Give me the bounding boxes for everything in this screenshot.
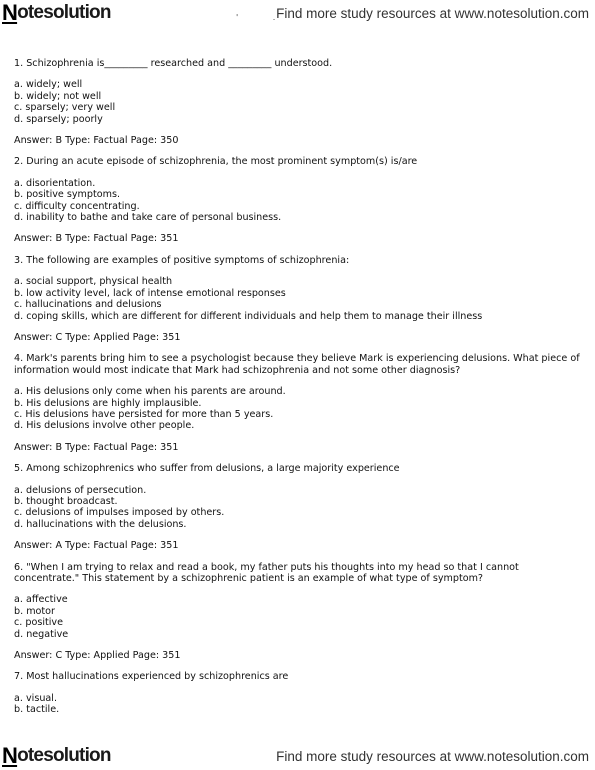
logo-text: otesolution [17,2,111,23]
answer-options [14,594,586,640]
answer-key: Answer: B Type: Factual Page: 351 [14,233,179,245]
answer-options [14,693,586,716]
answer-options [14,485,586,531]
answer-options [14,79,586,125]
answer-option: d. negative [14,628,69,640]
logo-text: otesolution [17,745,111,766]
answer-options [14,178,586,224]
question-text: 7. Most hallucinations experienced by schizophrenics are [14,671,289,683]
answer-option: a. disorientation. [14,177,96,189]
answer-key: Answer: C Type: Applied Page: 351 [14,331,181,343]
question-block [14,463,586,551]
answer-option: b. His delusions are highly implausible. [14,397,202,409]
answer-option: a. social support, physical health [14,276,173,288]
answer-option: a. His delusions only come when his parents are around. [14,386,286,398]
question-block [14,562,586,662]
answer-key: Answer: A Type: Factual Page: 351 [14,540,179,552]
question-text: 5. Among schizophrenics who suffer from delusions, a large majority experience [14,463,400,475]
question-block [14,255,586,343]
header-tagline[interactable]: Find more study resources at www.notesolution.com [276,5,589,21]
answer-option: b. thought broadcast. [14,495,118,507]
footer-banner [0,743,595,769]
answer-option: d. sparsely; poorly [14,113,103,125]
question-text: 1. Schizophrenia is_________ researched and _________ understood. [14,58,333,69]
question-text: 2. During an acute episode of schizophrenia, the most prominent symptom(s) is/are [14,156,418,168]
logo-mark: N [2,743,18,768]
question-block [14,671,586,715]
answer-options [14,276,586,322]
answer-option: b. widely; not well [14,90,102,102]
answer-option: a. widely; well [14,79,83,91]
answer-option: b. tactile. [14,704,60,716]
answer-options [14,386,586,432]
document-body [14,58,586,726]
answer-key: Answer: B Type: Factual Page: 350 [14,135,179,147]
answer-option: c. positive [14,617,64,629]
logo-mark: N [2,0,18,25]
answer-option: b. low activity level, lack of intense emotional responses [14,287,286,299]
answer-option: d. hallucinations with the delusions. [14,518,187,530]
question-block [14,58,586,146]
answer-option: b. positive symptoms. [14,189,121,201]
answer-option: c. difficulty concentrating. [14,200,140,212]
answer-option: c. His delusions have persisted for more than 5 years. [14,408,274,420]
header-banner [0,0,595,26]
notesolution-logo[interactable] [2,0,111,26]
answer-option: d. coping skills, which are different for different individuals and help them to manage their illness [14,310,483,322]
question-text: 4. Mark's parents bring him to see a psychologist because they believe Mark is experiencing delusions. What piece of information would most indicate that Mark had schizophrenia and not some other diagnosis? [14,353,580,376]
answer-option: d. inability to bathe and take care of personal business. [14,212,282,224]
answer-option: c. delusions of impulses imposed by others. [14,507,225,519]
question-block [14,353,586,453]
answer-option: c. sparsely; very well [14,102,116,114]
answer-option: c. hallucinations and delusions [14,299,162,311]
page-mark: ' . [236,13,292,22]
footer-tagline[interactable]: Find more study resources at www.notesolution.com [276,748,589,764]
answer-option: a. affective [14,594,68,606]
answer-key: Answer: C Type: Applied Page: 351 [14,650,181,662]
question-text: 6. "When I am trying to relax and read a book, my father puts his thoughts into my head so that I cannot concentrate." This statement by a schizophrenic patient is an example of what type of symptom? [14,561,519,584]
question-text: 3. The following are examples of positive symptoms of schizophrenia: [14,254,350,266]
answer-option: a. visual. [14,692,57,704]
question-block [14,156,586,244]
notesolution-logo-footer[interactable] [2,743,111,769]
answer-option: d. His delusions involve other people. [14,420,195,432]
answer-key: Answer: B Type: Factual Page: 351 [14,441,179,453]
answer-option: b. motor [14,605,55,617]
answer-option: a. delusions of persecution. [14,484,147,496]
